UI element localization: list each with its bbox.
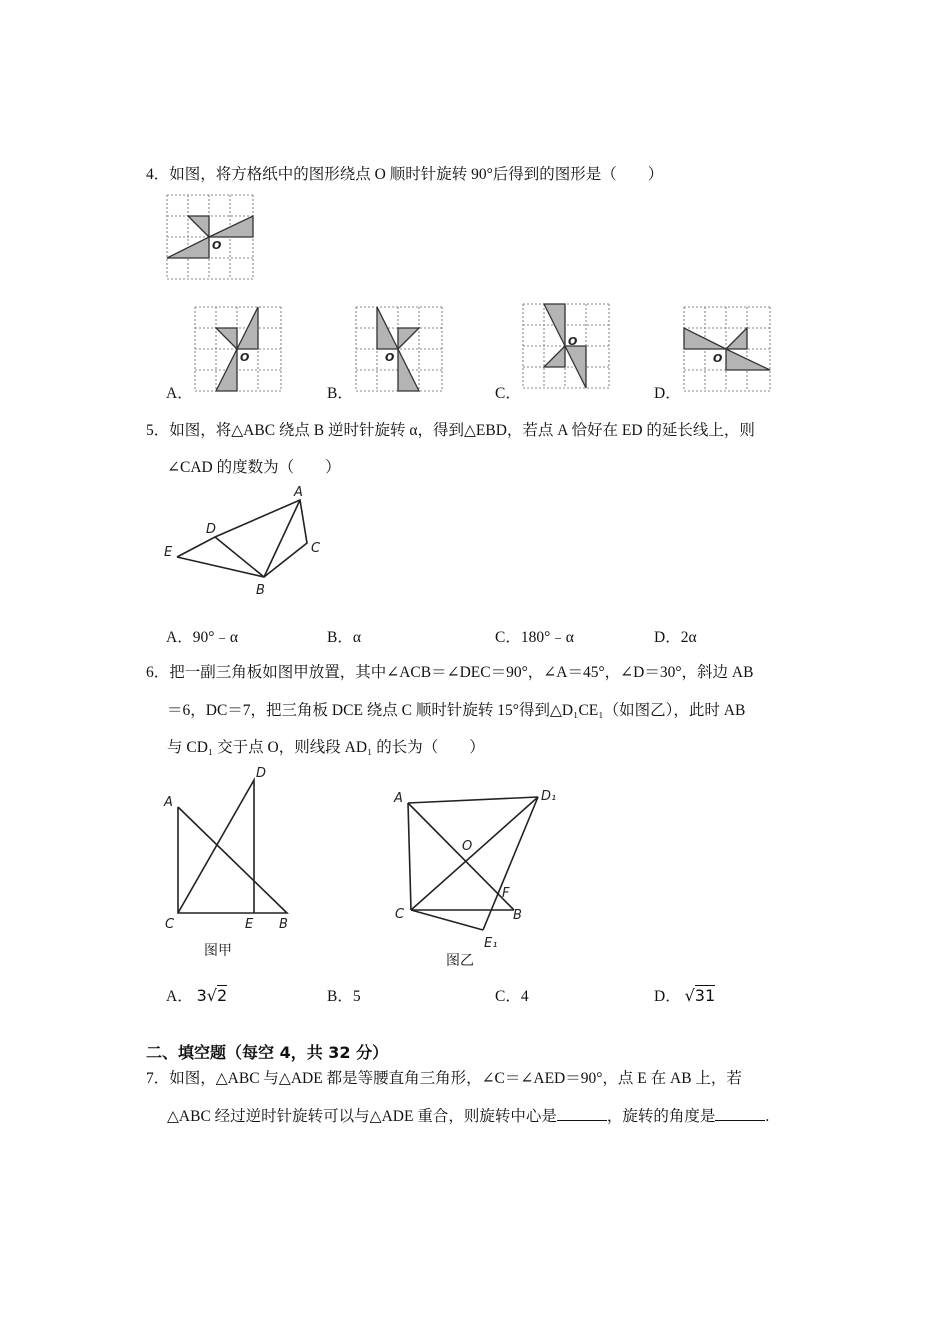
q5-option-a[interactable]: A．90°﹣α <box>166 629 239 646</box>
q6-fig1-label-a: A <box>164 795 173 810</box>
q4-center-label: O <box>212 239 222 252</box>
q4-option-a[interactable]: A． <box>166 385 193 402</box>
q5-figure <box>160 480 340 605</box>
q6-fig1-label-b: B <box>279 917 288 932</box>
q6-option-a-value: 3√2 <box>196 986 228 1005</box>
q5-label-b: B <box>256 583 265 598</box>
q6-figure-jia <box>160 760 300 940</box>
q6-option-a-letter: A． <box>166 988 193 1005</box>
q4-option-b[interactable]: B． <box>327 385 353 402</box>
q4-option-c-figure[interactable] <box>522 303 610 391</box>
q6-fig1-caption: 图甲 <box>204 943 232 959</box>
svg-text:O: O <box>240 351 250 364</box>
q6-fig1-label-e: E <box>245 917 254 932</box>
q6-option-c-letter: C． <box>495 988 521 1005</box>
q6-fig2-label-o: O <box>462 839 473 854</box>
q6-fig2-label-c: C <box>395 907 405 922</box>
q6-option-c[interactable] <box>495 984 529 1006</box>
q4-option-c[interactable]: C． <box>495 385 521 402</box>
q4-main-figure <box>166 194 254 282</box>
q6-option-d-value: √31 <box>684 986 716 1005</box>
section-title: 二、填空题（每空 4，共 32 分） <box>146 1043 389 1062</box>
q6-option-d-letter: D． <box>654 988 681 1005</box>
q6-option-b-value: 5 <box>352 988 361 1005</box>
q7-text-line2: △ABC 经过逆时针旋转可以与△ADE 重合，则旋转中心是 ，旋转的角度是 . <box>167 1108 770 1125</box>
q6-fig2-label-f: F <box>502 886 510 901</box>
q6-option-d[interactable] <box>654 984 715 1006</box>
q5-text-line2: ∠CAD 的度数为（ ） <box>167 459 341 476</box>
q5-label-d: D <box>206 522 217 537</box>
q6-text-line3: 与 CD₁ 交于点 O，则线段 AD₁ 的长为（ ） <box>167 739 485 756</box>
q5-option-b[interactable]: B．α <box>327 629 361 646</box>
q4-option-b-figure[interactable] <box>355 306 443 394</box>
q6-figure-yi <box>390 780 570 955</box>
q5-label-e: E <box>164 545 173 560</box>
q6-text-line2: ＝6，DC＝7，把三角板 DCE 绕点 C 顺时针旋转 15°得到△D₁CE₁（如图乙），此时 AB <box>167 702 746 719</box>
q5-text-line1: 5．如图，将△ABC 绕点 B 逆时针旋转 α，得到△EBD，若点 A 恰好在 ED 的延长线上，则 <box>146 422 755 439</box>
q6-option-b-letter: B． <box>327 988 353 1005</box>
q6-option-a[interactable] <box>166 984 227 1006</box>
q6-fig1-label-c: C <box>165 917 175 932</box>
q6-text-line1: 6．把一副三角板如图甲放置，其中∠ACB＝∠DEC＝90°，∠A＝45°，∠D＝30°，斜边 AB <box>146 664 754 681</box>
q4-text: 4．如图，将方格纸中的图形绕点 O 顺时针旋转 90°后得到的图形是（ ） <box>146 166 664 183</box>
q7-blank-center[interactable] <box>557 1119 607 1121</box>
q7-text-line1: 7．如图，△ABC 与△ADE 都是等腰直角三角形，∠C＝∠AED＝90°，点 E 在 AB 上，若 <box>146 1070 742 1087</box>
q4-option-d[interactable]: D． <box>654 385 681 402</box>
q7-blank-angle[interactable] <box>715 1119 765 1121</box>
q4-option-d-figure[interactable] <box>683 306 771 394</box>
q4-option-a-figure[interactable] <box>194 306 282 394</box>
q6-fig2-label-e1: E₁ <box>484 936 498 951</box>
q5-label-a: A <box>294 485 303 500</box>
svg-text:O: O <box>568 335 578 348</box>
q6-fig2-label-b: B <box>513 908 522 923</box>
svg-text:O: O <box>385 351 395 364</box>
q6-fig2-label-d1: D₁ <box>541 789 557 804</box>
q6-fig2-caption: 图乙 <box>446 953 474 969</box>
q6-option-c-value: 4 <box>520 988 529 1005</box>
q6-fig1-label-d: D <box>256 766 267 781</box>
q5-option-d[interactable]: D．2α <box>654 629 697 646</box>
q6-fig2-label-a: A <box>394 791 403 806</box>
q5-option-c[interactable]: C．180°﹣α <box>495 629 574 646</box>
q6-option-b[interactable] <box>327 984 361 1006</box>
svg-text:O: O <box>713 352 723 365</box>
q5-label-c: C <box>311 541 321 556</box>
